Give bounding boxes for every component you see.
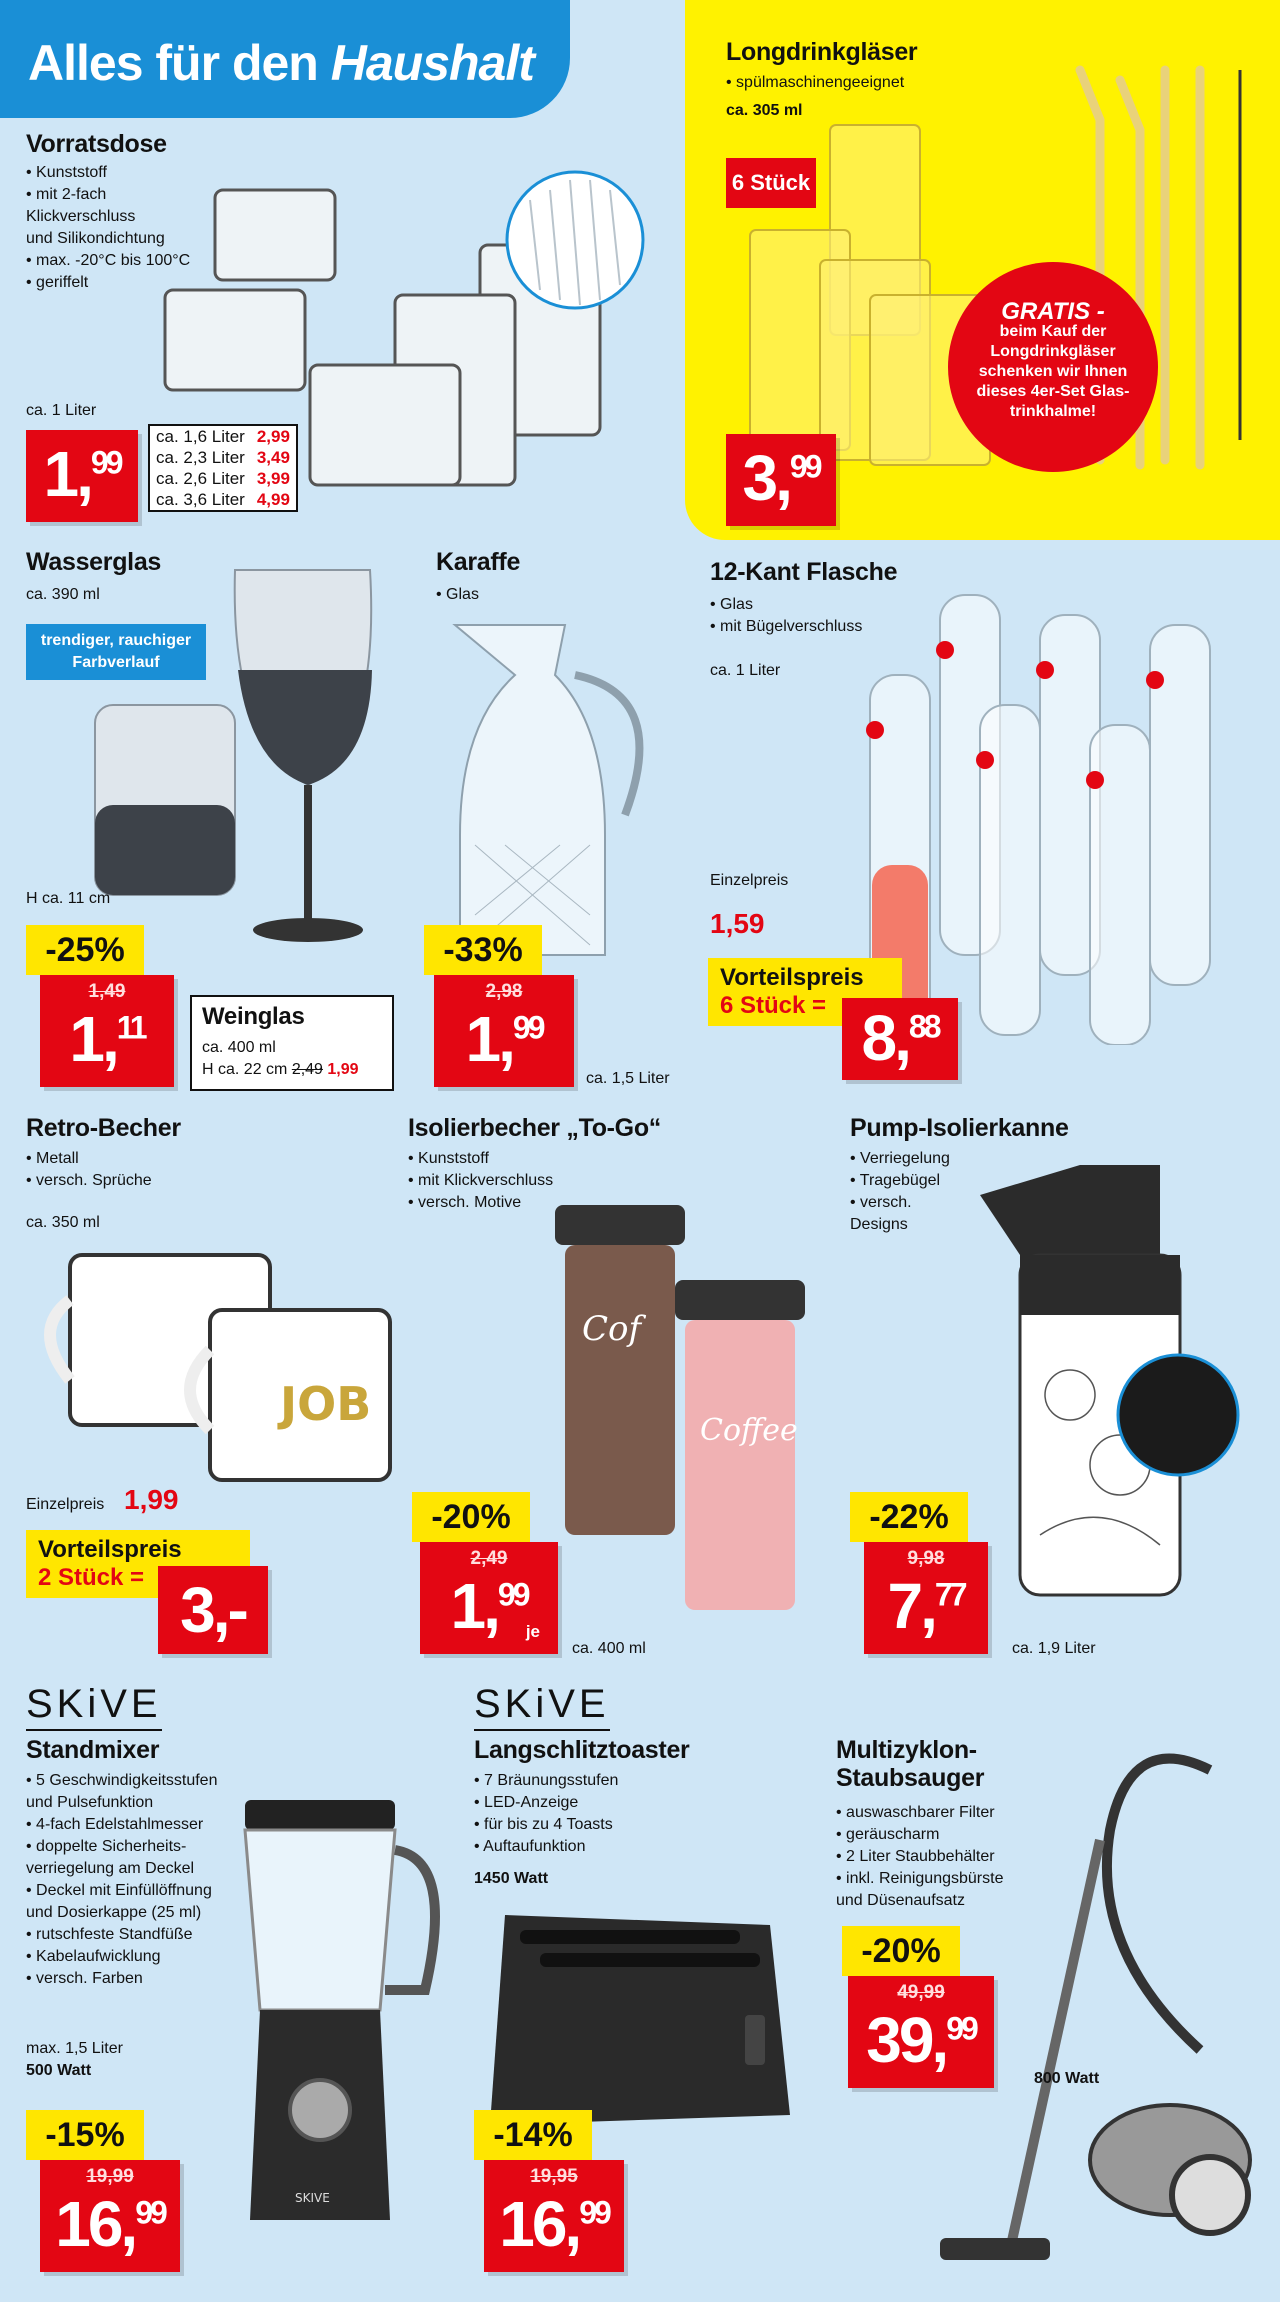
pump-jug-image bbox=[960, 1135, 1250, 1615]
isolierbecher-feature-1: • mit Klickverschluss bbox=[408, 1172, 554, 1189]
weinglas-box: Weinglas ca. 400 ml H ca. 22 cm 2,49 1,99 bbox=[190, 995, 394, 1091]
isolierbecher-feature-0: • Kunststoff bbox=[408, 1150, 489, 1167]
pumpkanne-feature-0: • Verriegelung bbox=[850, 1150, 950, 1167]
flasche-feature-1: • mit Bügelverschluss bbox=[710, 618, 863, 635]
standmixer-discount: -15% bbox=[26, 2110, 144, 2160]
karaffe-title: Karaffe bbox=[436, 548, 521, 576]
svg-text:Cof: Cof bbox=[582, 1309, 642, 1349]
page-title: Alles für den Haushalt bbox=[28, 35, 534, 91]
karaffe-image bbox=[435, 615, 675, 975]
longdrink-size: ca. 305 ml bbox=[726, 102, 803, 119]
becher-feature-0: • Metall bbox=[26, 1150, 79, 1167]
pumpkanne-size: ca. 1,9 Liter bbox=[1012, 1640, 1096, 1657]
isolierbecher-title: Isolierbecher „To-Go“ bbox=[408, 1114, 662, 1142]
vorratsdose-price: 1,99 bbox=[26, 430, 138, 522]
isolierbecher-price: 2,49 1,99 je bbox=[420, 1542, 558, 1654]
becher-einzel-price: 1,99 bbox=[124, 1484, 179, 1515]
pumpkanne-feature-3: Designs bbox=[850, 1216, 908, 1233]
food-container-image bbox=[150, 120, 670, 500]
mugs-image bbox=[30, 1240, 400, 1490]
becher-vorteil: Vorteilspreis 2 Stück = bbox=[26, 1530, 250, 1598]
toaster-image bbox=[480, 1905, 810, 2145]
wasserglas-discount: -25% bbox=[26, 925, 144, 975]
toaster-features: • 7 Bräunungsstufen • LED-Anzeige • für bis zu 4 Toasts • Auftaufunktion bbox=[474, 1772, 619, 1855]
gratis-badge: GRATIS - beim Kauf der Longdrinkgläser schenken wir Ihnen dieses 4er-Set Glas- trinkhalme! bbox=[948, 262, 1158, 472]
blender-logo: SKIVE bbox=[295, 2191, 330, 2205]
bottles-image bbox=[850, 575, 1270, 1045]
blender-image bbox=[225, 1790, 455, 2230]
longdrink-title: Longdrinkgläser bbox=[726, 38, 918, 66]
staubsauger-features: • auswaschbarer Filter • geräuscharm • 2 Liter Staubbehälter • inkl. Reinigungsbürste und Düsenaufsatz bbox=[836, 1804, 1004, 1909]
wasserglas-ribbon: trendiger, rauchiger Farbverlauf bbox=[26, 624, 206, 680]
toaster-title: Langschlitztoaster bbox=[474, 1736, 690, 1764]
isolierbecher-discount: -20% bbox=[412, 1492, 530, 1542]
svg-text:Coffee: Coffee bbox=[700, 1413, 798, 1448]
karaffe-discount: -33% bbox=[424, 925, 542, 975]
standmixer-capacity: max. 1,5 Liter bbox=[26, 2040, 123, 2057]
svg-text:JOB: JOB bbox=[280, 1377, 372, 1431]
togo-cups-image bbox=[550, 1200, 820, 1620]
wasserglas-size: ca. 390 ml bbox=[26, 586, 100, 603]
wasserglas-price: 1,49 1,11 bbox=[40, 975, 174, 1087]
staubsauger-title-line1: Multizyklon- bbox=[836, 1736, 977, 1764]
becher-feature-1: • versch. Sprüche bbox=[26, 1172, 152, 1189]
page-header bbox=[0, 0, 570, 118]
pumpkanne-discount: -22% bbox=[850, 1492, 968, 1542]
staubsauger-discount: -20% bbox=[842, 1926, 960, 1976]
flasche-vorteil: Vorteilspreis 6 Stück = bbox=[708, 958, 902, 1026]
becher-price: 3,- bbox=[158, 1566, 268, 1654]
longdrink-feature: • spülmaschinengeeignet bbox=[726, 74, 905, 91]
flasche-feature-0: • Glas bbox=[710, 596, 753, 613]
karaffe-price: 2,98 1,99 bbox=[434, 975, 574, 1087]
pumpkanne-feature-2: • versch. bbox=[850, 1194, 912, 1211]
staubsauger-title-line2: Staubsauger bbox=[836, 1764, 985, 1792]
longdrink-count-badge: 6 Stück bbox=[726, 158, 816, 208]
toaster-discount: -14% bbox=[474, 2110, 592, 2160]
isolierbecher-size: ca. 400 ml bbox=[572, 1640, 646, 1657]
staubsauger-watt: 800 Watt bbox=[1034, 2070, 1100, 2087]
pumpkanne-feature-1: • Tragebügel bbox=[850, 1172, 941, 1189]
toaster-price: 19,95 16,99 bbox=[484, 2160, 624, 2272]
standmixer-brand-logo: SKiVE bbox=[26, 1682, 162, 1726]
flasche-einzel-price: 1,59 bbox=[710, 908, 765, 939]
becher-size: ca. 350 ml bbox=[26, 1214, 100, 1231]
isolierbecher-feature-2: • versch. Motive bbox=[408, 1194, 522, 1211]
pumpkanne-title: Pump-Isolierkanne bbox=[850, 1114, 1069, 1142]
vorratsdose-title: Vorratsdose bbox=[26, 130, 167, 158]
staubsauger-price: 49,99 39,99 bbox=[848, 1976, 994, 2088]
flasche-title: 12-Kant Flasche bbox=[710, 558, 898, 586]
vorratsdose-features: • Kunststoff • mit 2-fach Klickverschluss und Silikondichtung • max. -20°C bis 100°C • geriffelt bbox=[26, 164, 191, 291]
karaffe-feature: • Glas bbox=[436, 586, 479, 603]
wasserglas-height: H ca. 11 cm bbox=[26, 890, 111, 907]
vorratsdose-size-table: ca. 1,6 Liter 2,99 ca. 2,3 Liter 3,49 ca. 2,6 Liter 3,99 ca. 3,6 Liter 4,99 bbox=[148, 424, 298, 512]
standmixer-title: Standmixer bbox=[26, 1736, 160, 1764]
longdrink-price: 3,99 bbox=[726, 434, 836, 526]
standmixer-price: 19,99 16,99 bbox=[40, 2160, 180, 2272]
wasserglas-image bbox=[80, 560, 380, 960]
standmixer-features: • 5 Geschwindigkeitsstufen und Pulsefunktion • 4-fach Edelstahlmesser • doppelte Sicherheits- verriegelung am Deckel • Deckel mit Einfüllöffnung und Dosierkappe (25 ml) • rutschfeste Standfüße • Kabelaufwicklung • versch. Farben bbox=[26, 1772, 218, 1987]
pumpkanne-price: 9,98 7,77 bbox=[864, 1542, 988, 1654]
flasche-price: 8,88 bbox=[842, 998, 958, 1080]
toaster-watt: 1450 Watt bbox=[474, 1870, 549, 1887]
toaster-brand-logo: SKiVE bbox=[474, 1682, 610, 1726]
flasche-size: ca. 1 Liter bbox=[710, 662, 781, 679]
wasserglas-title: Wasserglas bbox=[26, 548, 162, 576]
becher-einzel-label: Einzelpreis bbox=[26, 1496, 105, 1513]
vorratsdose-size: ca. 1 Liter bbox=[26, 402, 97, 419]
flasche-einzel-label: Einzelpreis bbox=[710, 872, 789, 889]
karaffe-size: ca. 1,5 Liter bbox=[586, 1070, 670, 1087]
becher-title: Retro-Becher bbox=[26, 1114, 181, 1142]
standmixer-watt: 500 Watt bbox=[26, 2062, 92, 2079]
